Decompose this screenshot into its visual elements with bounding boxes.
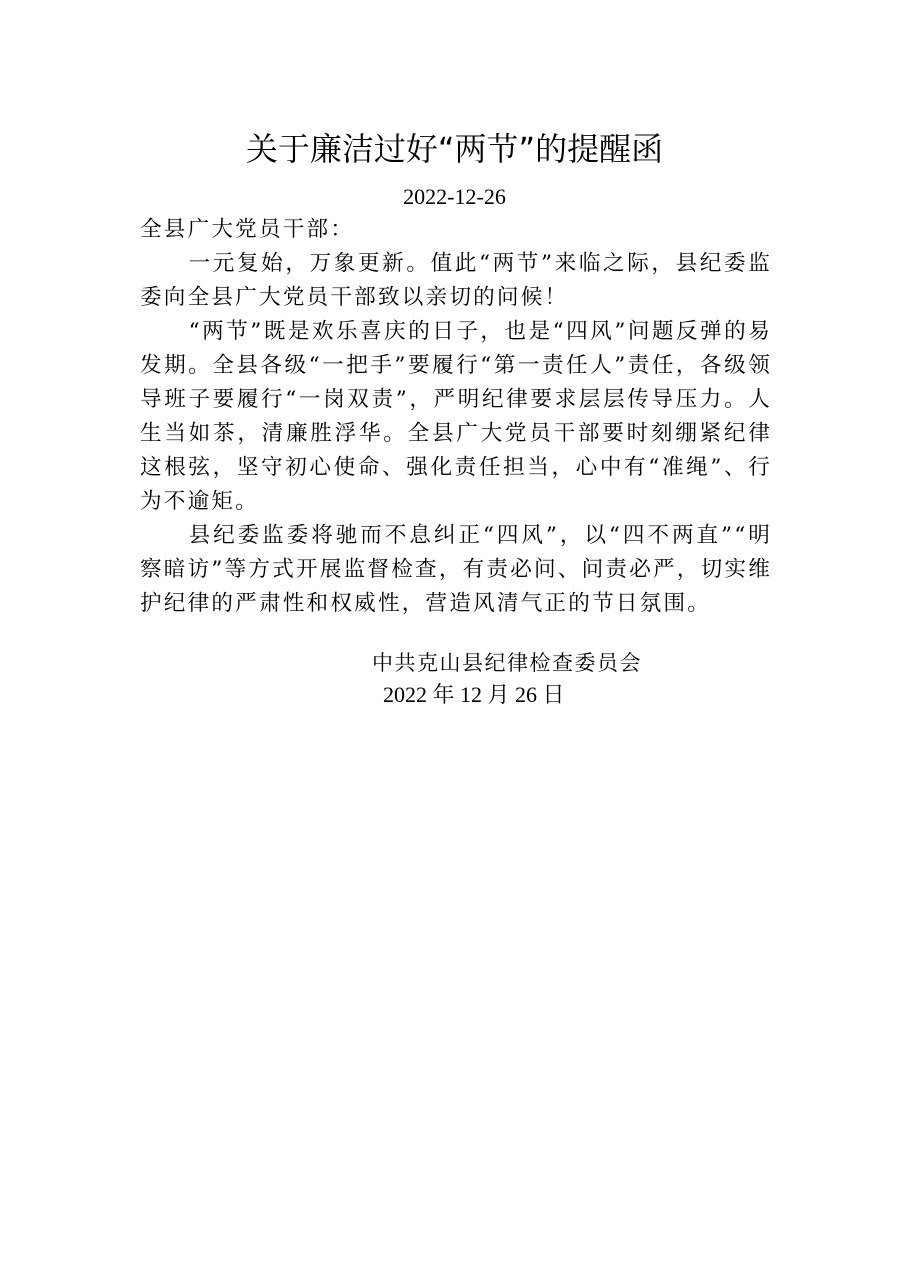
signature-organization: 中共克山县纪律检查委员会 xyxy=(372,651,642,675)
document-date: 2022-12-26 xyxy=(403,184,506,209)
paragraph-greeting: 一元复始，万象更新。值此“两节”来临之际，县纪委监委向全县广大党员干部致以亲切的问候！ xyxy=(140,251,772,310)
paragraph-requirements: “两节”既是欢乐喜庆的日子，也是“四风”问题反弹的易发期。全县各级“一把手”要履行“第一责任人”责任，各级领导班子要履行“一岗双责”，严明纪律要求层层传导压力。人生当如茶，清廉胜浮华。全县广大党员干部要时刻绷紧纪律这根弦，坚守初心使命、强化责任担当，心中有“准绳”、行为不逾矩。 xyxy=(140,319,772,514)
paragraph-supervision: 县纪委监委将驰而不息纠正“四风”，以“四不两直”“明察暗访”等方式开展监督检查，有责必问、问责必严，切实维护纪律的严肃性和权威性，营造风清气正的节日氛围。 xyxy=(140,523,772,616)
signature-date: 2022 年 12 月 26 日 xyxy=(383,682,565,707)
document-title: 关于廉洁过好“两节”的提醒函 xyxy=(245,130,664,168)
salutation: 全县广大党员干部： xyxy=(140,217,355,242)
document-body xyxy=(140,213,772,621)
